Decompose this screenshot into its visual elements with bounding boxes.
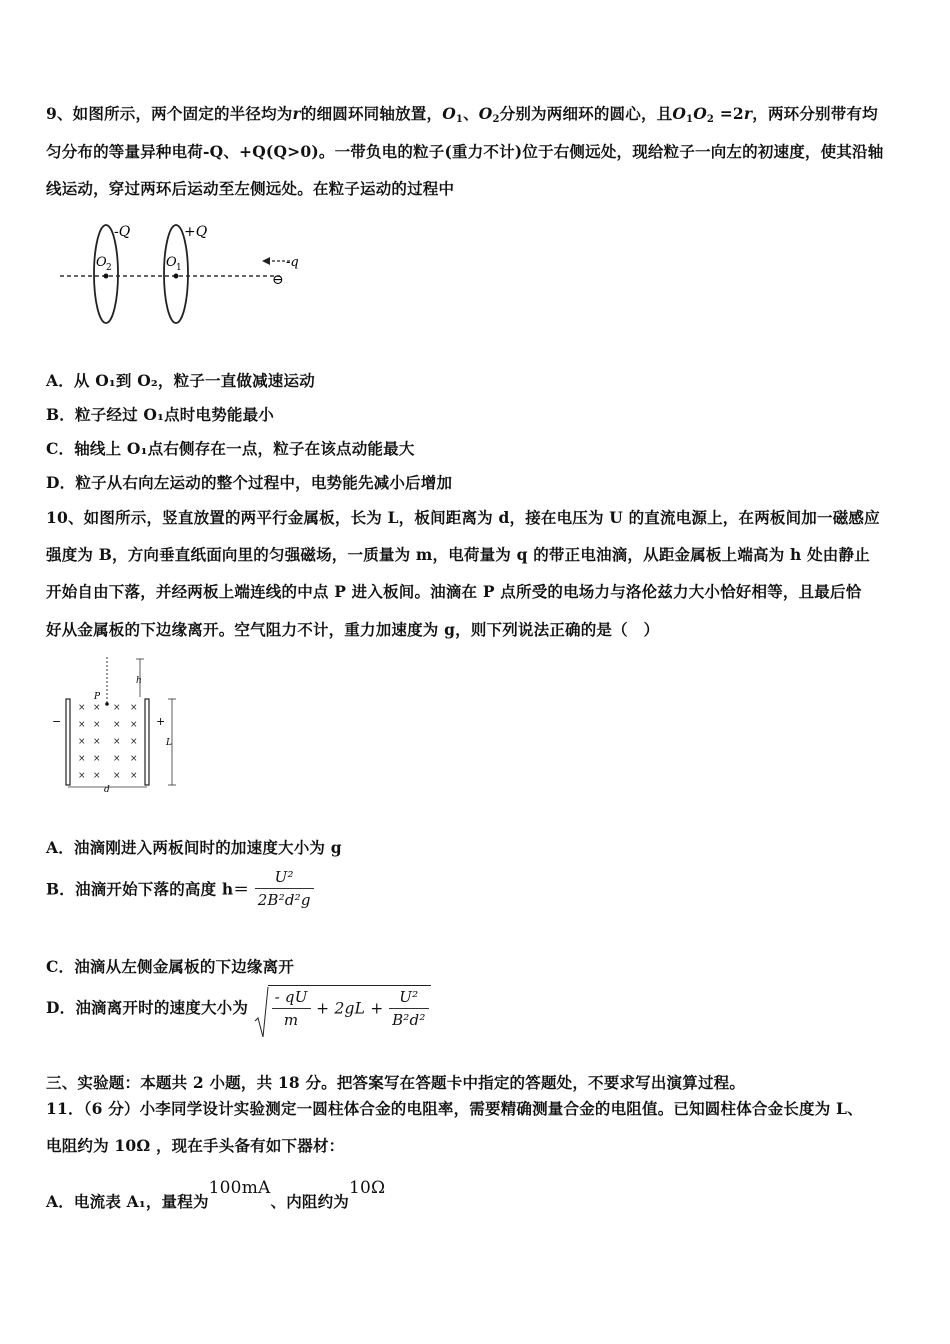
- left-plate: [66, 699, 70, 785]
- q9-line-1: 9、如图所示，两个固定的半径均为r的细圆环同轴放置，$O_1$、$O_2$分别为两细环的圆心，且$O_1O_2 =2r$，两环分别带有均: [46, 104, 878, 125]
- svg-text:×: ×: [130, 737, 138, 747]
- label-O1: O: [166, 255, 177, 270]
- label-plus: +: [156, 715, 166, 728]
- particle-icon: ⊖: [272, 272, 284, 288]
- label-O2: O: [96, 255, 107, 270]
- right-plate: [145, 699, 149, 785]
- section-3-title: 三、实验题：本题共 2 小题，共 18 分。把答案写在答题卡中指定的答题处，不要求写出演算过程。: [46, 1073, 746, 1092]
- q9-line-3: 线运动，穿过两环后运动至左侧远处。在粒子运动的过程中: [46, 179, 455, 198]
- svg-text:×: ×: [93, 737, 101, 747]
- label-minus: −: [52, 715, 62, 728]
- svg-text:×: ×: [93, 703, 101, 713]
- q9-ring-figure: [58, 218, 308, 330]
- q10-option-b: B．油滴开始下落的高度 h＝ $\frac{\text{U²}}{\text{2B²d²g}}$: [46, 868, 314, 920]
- q11-option-a: A．电流表 A₁，量程为100mA、内阻约为10Ω: [46, 1178, 386, 1211]
- label-h: h: [136, 676, 142, 686]
- svg-text:×: ×: [113, 720, 121, 730]
- svg-text:1: 1: [176, 263, 182, 273]
- svg-text:2: 2: [106, 263, 112, 273]
- q10-option-c: C．油滴从左侧金属板的下边缘离开: [46, 957, 295, 976]
- svg-text:×: ×: [93, 720, 101, 730]
- q10-option-d-sqrt: $\frac{- qU}{m}$ + 2gL + $\frac{\text{U²}}{\text{B²d²}}$: [254, 985, 431, 1029]
- svg-text:×: ×: [93, 754, 101, 764]
- svg-text:×: ×: [130, 754, 138, 764]
- svg-text:×: ×: [130, 703, 138, 713]
- label-d: d: [104, 785, 110, 795]
- q9-option-a: A．从 O₁到 O₂，粒子一直做减速运动: [46, 371, 315, 390]
- q11-line-1: 11．（6 分）小李同学设计实验测定一圆柱体合金的电阻率，需要精确测量合金的电阻值。已知圆柱体合金长度为 L、: [46, 1099, 863, 1118]
- svg-text:×: ×: [113, 754, 121, 764]
- q10-line-2: 强度为 B，方向垂直纸面向里的匀强磁场，一质量为 m，电荷量为 q 的带正电油滴，从距金属板上端高为 h 处由静止: [46, 545, 870, 564]
- q11-line-2: 电阻约为 10Ω ，现在手头备有如下器材：: [46, 1136, 345, 1155]
- label-P: P: [94, 692, 101, 702]
- svg-text:×: ×: [78, 771, 86, 781]
- q9-option-b: B．粒子经过 O₁点时电势能最小: [46, 405, 274, 424]
- magnetic-field-marks: [78, 703, 138, 781]
- svg-text:×: ×: [93, 771, 101, 781]
- label-L: L: [166, 738, 172, 748]
- q10-option-b-fraction: $\frac{\text{U²}}{\text{2B²d²g}}$: [255, 868, 314, 909]
- svg-text:×: ×: [78, 703, 86, 713]
- q10-plates-figure: [48, 655, 198, 795]
- svg-text:×: ×: [113, 737, 121, 747]
- q10-line-1: 10、如图所示，竖直放置的两平行金属板，长为 L，板间距离为 d，接在电压为 U 的直流电源上，在两板间加一磁感应: [46, 508, 880, 527]
- q9-option-d: D．粒子从右向左运动的整个过程中，电势能先减小后增加: [46, 473, 453, 492]
- label-minus-q: -q: [286, 255, 299, 270]
- q9-option-c: C．轴线上 O₁点右侧存在一点，粒子在该点动能最大: [46, 439, 415, 458]
- svg-text:×: ×: [113, 703, 121, 713]
- svg-text:×: ×: [78, 737, 86, 747]
- svg-text:×: ×: [78, 754, 86, 764]
- label-plus-Q: +Q: [184, 224, 208, 240]
- q10-line-4: 好从金属板的下边缘离开。空气阻力不计，重力加速度为 g，则下列说法正确的是（ ）: [46, 620, 660, 639]
- svg-text:×: ×: [113, 771, 121, 781]
- q10-option-a: A．油滴刚进入两板间时的加速度大小为 g: [46, 838, 342, 857]
- svg-text:×: ×: [130, 771, 138, 781]
- svg-text:×: ×: [78, 720, 86, 730]
- q10-line-3: 开始自由下落，并经两板上端连线的中点 P 进入板间。油滴在 P 点所受的电场力与洛伦兹力大小恰好相等，且最后恰: [46, 582, 862, 601]
- svg-text:×: ×: [130, 720, 138, 730]
- label-minus-Q: -Q: [114, 224, 131, 240]
- q9-line-2: 匀分布的等量异种电荷-Q、+Q(Q>0)。一带负电的粒子(重力不计)位于右侧远处，现给粒子一向左的初速度，使其沿轴: [46, 142, 884, 161]
- q10-option-d: D．油滴离开时的速度大小为 $\frac{- qU}{m}$ + 2gL + $\frac{\text{U²}}{\text{B²d²}}$: [46, 985, 431, 1041]
